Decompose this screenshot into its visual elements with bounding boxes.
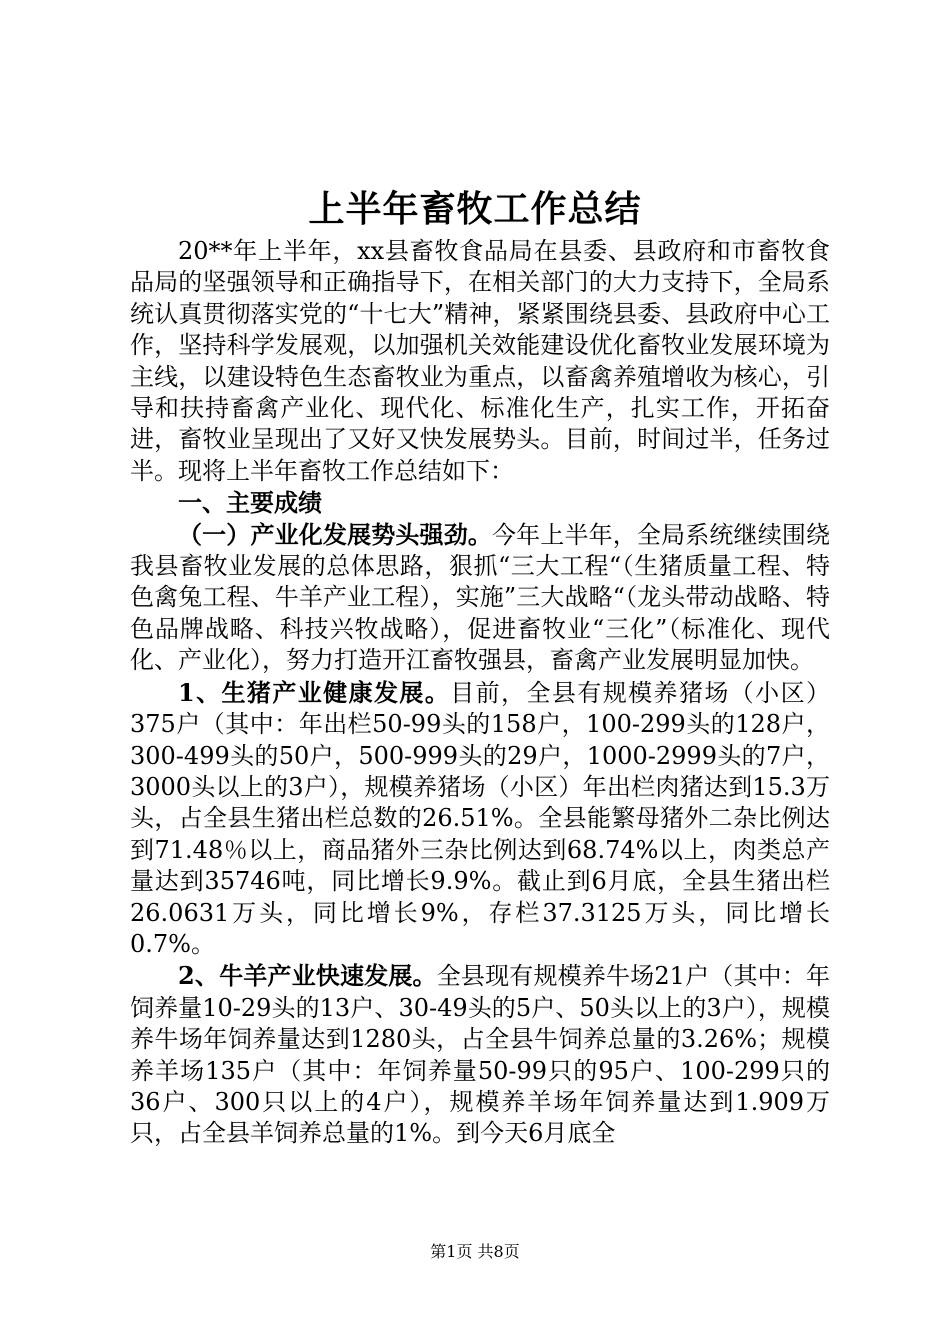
paragraph-cattle-sheep: [130, 960, 830, 1149]
page-footer-page-number: 第1页 共8页: [430, 1242, 520, 1261]
subsection-heading-pig-industry: 1、生猪产业健康发展。: [178, 677, 451, 707]
section-heading-text: 一、主要成绩: [178, 488, 322, 518]
subsection-heading-industrialization: （一）产业化发展势头强劲。: [178, 519, 492, 549]
subsection-heading-cattle-sheep: 2、牛羊产业快速发展。: [178, 961, 437, 991]
paragraph-pig-industry: [130, 677, 830, 961]
paragraph-industrialization-text: 今年上半年，全局系统继续围绕我县畜牧业发展的总体思路，狠抓“三大工程“（生猪质量工程、特色禽兔工程、牛羊产业工程），实施”三大战略“（龙头带动战略、特色品牌战略、科技兴牧战略），促进畜牧业“三化”（标准化、现代化、产业化），努力打造开江畜牧强县，畜禽产业发展明显加快。: [130, 520, 830, 675]
section-heading-main-achievements: [130, 487, 830, 518]
document-title: 上半年畜牧工作总结: [308, 188, 642, 230]
document-body: [130, 236, 830, 1150]
paragraph-intro: [130, 236, 830, 487]
paragraph-industrialization: [130, 519, 830, 677]
paragraph-intro-text: 20**年上半年，xx县畜牧食品局在县委、县政府和市畜牧食品局的坚强领导和正确指导下，在相关部门的大力支持下，全局系统认真贯彻落实党的“十七大”精神，紧紧围绕县委、县政府中心工作，坚持科学发展观，以加强机关效能建设优化畜牧业发展环境为主线，以建设特色生态畜牧业为重点，以畜禽养殖增收为核心，引导和扶持畜禽产业化、现代化、标准化生产，扎实工作，开拓奋进，畜牧业呈现出了又好又快发展势头。目前，时间过半，任务过半。现将上半年畜牧工作总结如下：: [130, 237, 830, 485]
paragraph-cattle-sheep-text: 全县现有规模养牛场21户（其中：年饲养量10-29头的13户、30-49头的5户、50头以上的3户），规模养牛场年饲养量达到1280头，占全县牛饲养总量的3.26%；规模养羊场135户（其中：年饲养量50-99只的95户、100-299只的36户、300只以上的4户），规模养羊场年饲养量达到1.909万只，占全县羊饲养总量的1%。到今天6月底全: [130, 962, 830, 1148]
paragraph-pig-industry-text: 目前，全县有规模养猪场（小区）375户（其中：年出栏50-99头的158户，100-299头的128户，300-499头的50户，500-999头的29户，1000-2999头的7户，3000头以上的3户），规模养猪场（小区）年出栏肉猪达到15.3万头，占全县生猪出栏总数的26.51%。全县能繁母猪外二杂比例达到71.48％以上，商品猪外三杂比例达到68.74%以上，肉类总产量达到35746吨，同比增长9.9%。截止到6月底，全县生猪出栏26.0631万头，同比增长9%，存栏37.3125万头，同比增长0.7%。: [130, 678, 830, 958]
